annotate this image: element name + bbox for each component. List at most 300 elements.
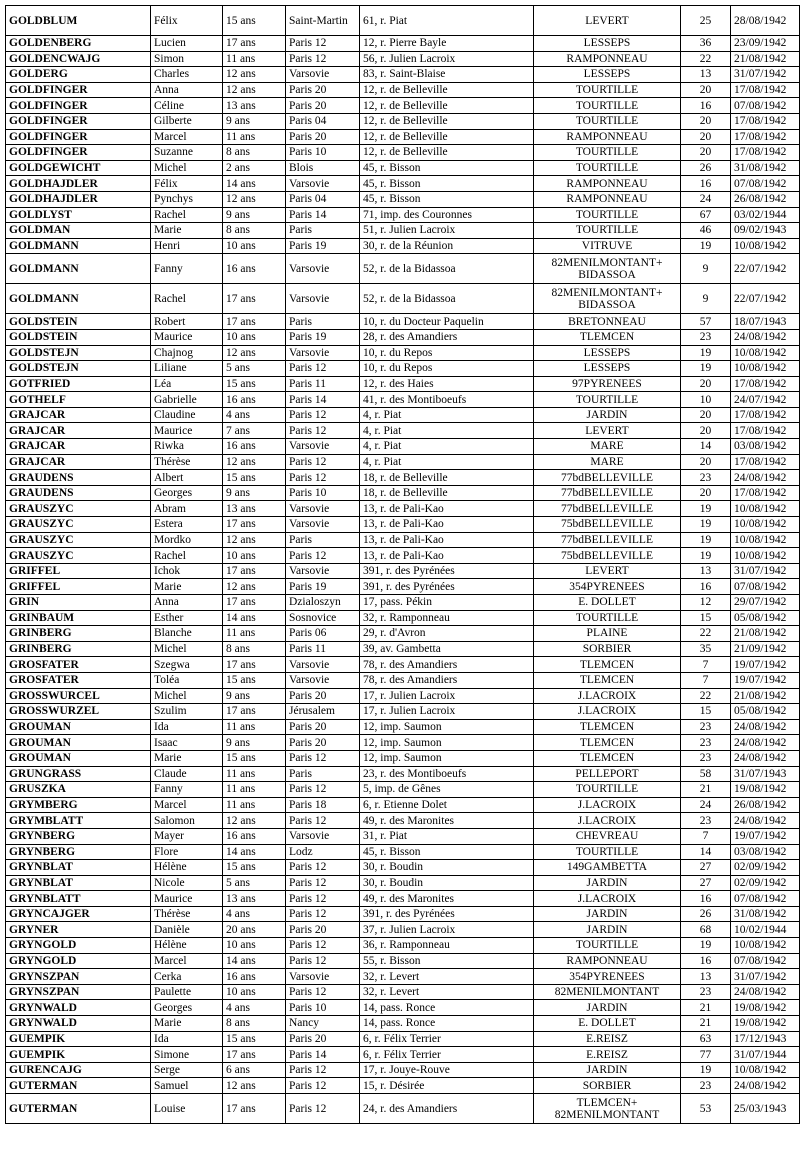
birthplace-cell: Paris 19 bbox=[286, 579, 360, 595]
convoy-number-cell: 21 bbox=[681, 1016, 731, 1032]
deportation-date-cell: 29/07/1942 bbox=[731, 595, 800, 611]
address-cell: 83, r. Saint-Blaise bbox=[360, 67, 534, 83]
deportation-date-cell: 17/08/1942 bbox=[731, 82, 800, 98]
address-cell: 32, r. Levert bbox=[360, 984, 534, 1000]
surname-cell: GOLDLYST bbox=[6, 207, 151, 223]
address-cell: 30, r. Boudin bbox=[360, 875, 534, 891]
birthplace-cell: Saint-Martin bbox=[286, 6, 360, 36]
deportation-date-cell: 24/07/1942 bbox=[731, 392, 800, 408]
convoy-number-cell: 20 bbox=[681, 376, 731, 392]
address-cell: 52, r. de la Bidassoa bbox=[360, 254, 534, 284]
first-name-cell: Suzanne bbox=[151, 145, 223, 161]
address-cell: 4, r. Piat bbox=[360, 423, 534, 439]
school-cell: 77bdBELLEVILLE bbox=[534, 485, 681, 501]
surname-cell: GOLDHAJDLER bbox=[6, 176, 151, 192]
address-cell: 49, r. des Maronites bbox=[360, 891, 534, 907]
deportation-date-cell: 24/08/1942 bbox=[731, 813, 800, 829]
birthplace-cell: Paris 04 bbox=[286, 113, 360, 129]
school-cell: LESSEPS bbox=[534, 36, 681, 52]
age-cell: 9 ans bbox=[223, 485, 286, 501]
first-name-cell: Gabrielle bbox=[151, 392, 223, 408]
first-name-cell: Claudine bbox=[151, 407, 223, 423]
convoy-number-cell: 19 bbox=[681, 1062, 731, 1078]
convoy-number-cell: 26 bbox=[681, 160, 731, 176]
school-cell: J.LACROIX bbox=[534, 813, 681, 829]
surname-cell: GRYNWALD bbox=[6, 1016, 151, 1032]
address-cell: 12, r. de Belleville bbox=[360, 113, 534, 129]
address-cell: 41, r. des Montiboeufs bbox=[360, 392, 534, 408]
table-row bbox=[6, 828, 800, 844]
surname-cell: GUEMPIK bbox=[6, 1031, 151, 1047]
convoy-number-cell: 14 bbox=[681, 439, 731, 455]
birthplace-cell: Nancy bbox=[286, 1016, 360, 1032]
convoy-number-cell: 26 bbox=[681, 906, 731, 922]
deportation-date-cell: 10/08/1942 bbox=[731, 501, 800, 517]
school-cell: LEVERT bbox=[534, 563, 681, 579]
birthplace-cell: Paris 12 bbox=[286, 813, 360, 829]
school-cell: TOURTILLE bbox=[534, 223, 681, 239]
surname-cell: GRUSZKA bbox=[6, 782, 151, 798]
deportation-date-cell: 10/02/1944 bbox=[731, 922, 800, 938]
first-name-cell: Maurice bbox=[151, 329, 223, 345]
age-cell: 8 ans bbox=[223, 641, 286, 657]
age-cell: 11 ans bbox=[223, 719, 286, 735]
surname-cell: GOLDFINGER bbox=[6, 82, 151, 98]
birthplace-cell: Paris 06 bbox=[286, 626, 360, 642]
deportation-date-cell: 24/08/1942 bbox=[731, 984, 800, 1000]
birthplace-cell: Paris 12 bbox=[286, 891, 360, 907]
deportation-date-cell: 31/07/1943 bbox=[731, 766, 800, 782]
deportation-date-cell: 02/09/1942 bbox=[731, 860, 800, 876]
first-name-cell: Marcel bbox=[151, 129, 223, 145]
birthplace-cell: Paris 12 bbox=[286, 548, 360, 564]
address-cell: 4, r. Piat bbox=[360, 407, 534, 423]
convoy-number-cell: 20 bbox=[681, 145, 731, 161]
age-cell: 16 ans bbox=[223, 254, 286, 284]
convoy-number-cell: 57 bbox=[681, 314, 731, 330]
surname-cell: GOLDMANN bbox=[6, 284, 151, 314]
table-row bbox=[6, 626, 800, 642]
deportation-date-cell: 05/08/1942 bbox=[731, 610, 800, 626]
school-cell: J.LACROIX bbox=[534, 891, 681, 907]
school-cell: RAMPONNEAU bbox=[534, 953, 681, 969]
deportation-date-cell: 21/08/1942 bbox=[731, 626, 800, 642]
birthplace-cell: Paris 12 bbox=[286, 953, 360, 969]
deportation-date-cell: 10/08/1942 bbox=[731, 532, 800, 548]
address-cell: 78, r. des Amandiers bbox=[360, 657, 534, 673]
birthplace-cell: Paris 14 bbox=[286, 207, 360, 223]
convoy-number-cell: 15 bbox=[681, 704, 731, 720]
age-cell: 12 ans bbox=[223, 1078, 286, 1094]
first-name-cell: Toléa bbox=[151, 672, 223, 688]
school-cell: CHEVREAU bbox=[534, 828, 681, 844]
age-cell: 9 ans bbox=[223, 735, 286, 751]
table-row bbox=[6, 501, 800, 517]
table-row bbox=[6, 610, 800, 626]
first-name-cell: Riwka bbox=[151, 439, 223, 455]
surname-cell: GRAJCAR bbox=[6, 454, 151, 470]
table-row bbox=[6, 160, 800, 176]
birthplace-cell: Paris 12 bbox=[286, 906, 360, 922]
birthplace-cell: Paris bbox=[286, 532, 360, 548]
surname-cell: GRYNER bbox=[6, 922, 151, 938]
surname-cell: GOLDSTEJN bbox=[6, 345, 151, 361]
surname-cell: GUEMPIK bbox=[6, 1047, 151, 1063]
age-cell: 8 ans bbox=[223, 223, 286, 239]
age-cell: 4 ans bbox=[223, 906, 286, 922]
table-row bbox=[6, 207, 800, 223]
school-cell: TOURTILLE bbox=[534, 392, 681, 408]
surname-cell: GRYNBLATT bbox=[6, 891, 151, 907]
birthplace-cell: Paris 18 bbox=[286, 797, 360, 813]
convoy-number-cell: 19 bbox=[681, 532, 731, 548]
surname-cell: GOLDERG bbox=[6, 67, 151, 83]
address-cell: 51, r. Julien Lacroix bbox=[360, 223, 534, 239]
surname-cell: GOLDENBERG bbox=[6, 36, 151, 52]
school-cell: LESSEPS bbox=[534, 67, 681, 83]
school-cell: TOURTILLE bbox=[534, 610, 681, 626]
table-row bbox=[6, 844, 800, 860]
school-cell: TOURTILLE bbox=[534, 207, 681, 223]
address-cell: 71, imp. des Couronnes bbox=[360, 207, 534, 223]
deportation-date-cell: 19/07/1942 bbox=[731, 672, 800, 688]
age-cell: 20 ans bbox=[223, 922, 286, 938]
address-cell: 10, r. du Repos bbox=[360, 361, 534, 377]
convoy-number-cell: 16 bbox=[681, 98, 731, 114]
first-name-cell: Abram bbox=[151, 501, 223, 517]
birthplace-cell: Paris bbox=[286, 766, 360, 782]
deportation-date-cell: 10/08/1942 bbox=[731, 548, 800, 564]
address-cell: 391, r. des Pyrénées bbox=[360, 563, 534, 579]
first-name-cell: Georges bbox=[151, 1000, 223, 1016]
first-name-cell: Rachel bbox=[151, 207, 223, 223]
surname-cell: GOLDENCWAJG bbox=[6, 51, 151, 67]
surname-cell: GRAUSZYC bbox=[6, 517, 151, 533]
school-cell: VITRUVE bbox=[534, 238, 681, 254]
birthplace-cell: Paris 14 bbox=[286, 1047, 360, 1063]
address-cell: 391, r. des Pyrénées bbox=[360, 906, 534, 922]
convoy-number-cell: 20 bbox=[681, 407, 731, 423]
surname-cell: GRYMBLATT bbox=[6, 813, 151, 829]
deportation-date-cell: 24/08/1942 bbox=[731, 735, 800, 751]
convoy-number-cell: 27 bbox=[681, 875, 731, 891]
first-name-cell: Mordko bbox=[151, 532, 223, 548]
age-cell: 15 ans bbox=[223, 1031, 286, 1047]
address-cell: 39, av. Gambetta bbox=[360, 641, 534, 657]
first-name-cell: Paulette bbox=[151, 984, 223, 1000]
age-cell: 8 ans bbox=[223, 145, 286, 161]
address-cell: 17, r. Julien Lacroix bbox=[360, 704, 534, 720]
birthplace-cell: Paris 04 bbox=[286, 191, 360, 207]
age-cell: 17 ans bbox=[223, 563, 286, 579]
table-row bbox=[6, 407, 800, 423]
convoy-number-cell: 9 bbox=[681, 254, 731, 284]
deportation-date-cell: 24/08/1942 bbox=[731, 1078, 800, 1094]
first-name-cell: Félix bbox=[151, 176, 223, 192]
birthplace-cell: Paris 12 bbox=[286, 938, 360, 954]
table-row bbox=[6, 953, 800, 969]
birthplace-cell: Paris 12 bbox=[286, 984, 360, 1000]
table-row bbox=[6, 1000, 800, 1016]
deportation-date-cell: 26/08/1942 bbox=[731, 797, 800, 813]
table-row bbox=[6, 51, 800, 67]
surname-cell: GURENCAJG bbox=[6, 1062, 151, 1078]
school-cell: BRETONNEAU bbox=[534, 314, 681, 330]
first-name-cell: Michel bbox=[151, 160, 223, 176]
convoy-number-cell: 68 bbox=[681, 922, 731, 938]
school-cell: 354PYRENEES bbox=[534, 579, 681, 595]
table-row bbox=[6, 595, 800, 611]
age-cell: 10 ans bbox=[223, 984, 286, 1000]
age-cell: 12 ans bbox=[223, 345, 286, 361]
address-cell: 30, r. Boudin bbox=[360, 860, 534, 876]
address-cell: 12, imp. Saumon bbox=[360, 750, 534, 766]
deportation-date-cell: 19/07/1942 bbox=[731, 828, 800, 844]
school-cell: TLEMCEN bbox=[534, 735, 681, 751]
convoy-number-cell: 24 bbox=[681, 191, 731, 207]
address-cell: 15, r. Désirée bbox=[360, 1078, 534, 1094]
age-cell: 14 ans bbox=[223, 176, 286, 192]
surname-cell: GRYNBERG bbox=[6, 844, 151, 860]
first-name-cell: Marie bbox=[151, 579, 223, 595]
age-cell: 15 ans bbox=[223, 672, 286, 688]
first-name-cell: Szegwa bbox=[151, 657, 223, 673]
birthplace-cell: Paris 12 bbox=[286, 454, 360, 470]
birthplace-cell: Paris 11 bbox=[286, 376, 360, 392]
deportation-date-cell: 17/08/1942 bbox=[731, 423, 800, 439]
table-row bbox=[6, 657, 800, 673]
surname-cell: GOLDGEWICHT bbox=[6, 160, 151, 176]
surname-cell: GRAJCAR bbox=[6, 423, 151, 439]
surname-cell: GRYNWALD bbox=[6, 1000, 151, 1016]
surname-cell: GRYNSZPAN bbox=[6, 969, 151, 985]
convoy-number-cell: 77 bbox=[681, 1047, 731, 1063]
birthplace-cell: Paris 12 bbox=[286, 782, 360, 798]
surname-cell: GOLDSTEJN bbox=[6, 361, 151, 377]
first-name-cell: Mayer bbox=[151, 828, 223, 844]
convoy-number-cell: 53 bbox=[681, 1094, 731, 1124]
birthplace-cell: Paris 20 bbox=[286, 719, 360, 735]
table-row bbox=[6, 67, 800, 83]
table-row bbox=[6, 423, 800, 439]
school-cell: JARDIN bbox=[534, 875, 681, 891]
surname-cell: GOTFRIED bbox=[6, 376, 151, 392]
age-cell: 4 ans bbox=[223, 407, 286, 423]
table-row bbox=[6, 6, 800, 36]
table-row bbox=[6, 782, 800, 798]
convoy-number-cell: 24 bbox=[681, 797, 731, 813]
convoy-number-cell: 23 bbox=[681, 984, 731, 1000]
table-row bbox=[6, 719, 800, 735]
deportation-date-cell: 03/08/1942 bbox=[731, 439, 800, 455]
first-name-cell: Marcel bbox=[151, 953, 223, 969]
table-row bbox=[6, 563, 800, 579]
table-row bbox=[6, 891, 800, 907]
age-cell: 12 ans bbox=[223, 813, 286, 829]
birthplace-cell: Paris 20 bbox=[286, 1031, 360, 1047]
convoy-number-cell: 16 bbox=[681, 953, 731, 969]
deportation-date-cell: 31/08/1942 bbox=[731, 160, 800, 176]
table-row bbox=[6, 191, 800, 207]
school-cell: LESSEPS bbox=[534, 361, 681, 377]
birthplace-cell: Paris 10 bbox=[286, 1000, 360, 1016]
address-cell: 10, r. du Docteur Paquelin bbox=[360, 314, 534, 330]
address-cell: 12, r. de Belleville bbox=[360, 82, 534, 98]
deportation-date-cell: 09/02/1943 bbox=[731, 223, 800, 239]
birthplace-cell: Sosnovice bbox=[286, 610, 360, 626]
school-cell: 77bdBELLEVILLE bbox=[534, 501, 681, 517]
surname-cell: GROSSWURZEL bbox=[6, 704, 151, 720]
table-row bbox=[6, 345, 800, 361]
address-cell: 32, r. Ramponneau bbox=[360, 610, 534, 626]
deportation-date-cell: 17/08/1942 bbox=[731, 145, 800, 161]
deportation-date-cell: 02/09/1942 bbox=[731, 875, 800, 891]
deportation-date-cell: 21/08/1942 bbox=[731, 688, 800, 704]
convoy-number-cell: 7 bbox=[681, 657, 731, 673]
first-name-cell: Ida bbox=[151, 1031, 223, 1047]
surname-cell: GROUMAN bbox=[6, 719, 151, 735]
convoy-number-cell: 19 bbox=[681, 361, 731, 377]
age-cell: 17 ans bbox=[223, 1094, 286, 1124]
age-cell: 17 ans bbox=[223, 314, 286, 330]
surname-cell: GROSFATER bbox=[6, 672, 151, 688]
table-row bbox=[6, 376, 800, 392]
first-name-cell: Simon bbox=[151, 51, 223, 67]
birthplace-cell: Paris 20 bbox=[286, 735, 360, 751]
birthplace-cell: Paris 19 bbox=[286, 238, 360, 254]
address-cell: 17, r. Jouye-Rouve bbox=[360, 1062, 534, 1078]
school-cell: J.LACROIX bbox=[534, 688, 681, 704]
birthplace-cell: Paris 12 bbox=[286, 423, 360, 439]
deportation-date-cell: 07/08/1942 bbox=[731, 953, 800, 969]
first-name-cell: Ichok bbox=[151, 563, 223, 579]
birthplace-cell: Varsovie bbox=[286, 176, 360, 192]
school-cell: 82MENILMONTANT+ BIDASSOA bbox=[534, 254, 681, 284]
address-cell: 36, r. Ramponneau bbox=[360, 938, 534, 954]
convoy-number-cell: 23 bbox=[681, 329, 731, 345]
first-name-cell: Hélène bbox=[151, 860, 223, 876]
school-cell: JARDIN bbox=[534, 407, 681, 423]
first-name-cell: Rachel bbox=[151, 548, 223, 564]
table-row bbox=[6, 532, 800, 548]
table-row bbox=[6, 548, 800, 564]
deportation-date-cell: 03/08/1942 bbox=[731, 844, 800, 860]
address-cell: 18, r. de Belleville bbox=[360, 485, 534, 501]
table-row bbox=[6, 1031, 800, 1047]
deportation-date-cell: 19/08/1942 bbox=[731, 1000, 800, 1016]
first-name-cell: Robert bbox=[151, 314, 223, 330]
address-cell: 78, r. des Amandiers bbox=[360, 672, 534, 688]
convoy-number-cell: 16 bbox=[681, 579, 731, 595]
convoy-number-cell: 46 bbox=[681, 223, 731, 239]
age-cell: 17 ans bbox=[223, 1047, 286, 1063]
address-cell: 30, r. de la Réunion bbox=[360, 238, 534, 254]
surname-cell: GROUMAN bbox=[6, 750, 151, 766]
first-name-cell: Céline bbox=[151, 98, 223, 114]
surname-cell: GRAUDENS bbox=[6, 485, 151, 501]
birthplace-cell: Jérusalem bbox=[286, 704, 360, 720]
first-name-cell: Marie bbox=[151, 1016, 223, 1032]
age-cell: 7 ans bbox=[223, 423, 286, 439]
age-cell: 13 ans bbox=[223, 98, 286, 114]
birthplace-cell: Paris bbox=[286, 223, 360, 239]
school-cell: SORBIER bbox=[534, 641, 681, 657]
age-cell: 16 ans bbox=[223, 969, 286, 985]
first-name-cell: Danièle bbox=[151, 922, 223, 938]
birthplace-cell: Varsovie bbox=[286, 345, 360, 361]
surname-cell: GRAUSZYC bbox=[6, 501, 151, 517]
address-cell: 31, r. Piat bbox=[360, 828, 534, 844]
school-cell: 75bdBELLEVILLE bbox=[534, 517, 681, 533]
surname-cell: GRAJCAR bbox=[6, 407, 151, 423]
table-row bbox=[6, 938, 800, 954]
address-cell: 55, r. Bisson bbox=[360, 953, 534, 969]
surname-cell: GRIN bbox=[6, 595, 151, 611]
deportation-register-table bbox=[5, 5, 800, 1124]
birthplace-cell: Varsovie bbox=[286, 254, 360, 284]
table-row bbox=[6, 238, 800, 254]
surname-cell: GROUMAN bbox=[6, 735, 151, 751]
first-name-cell: Marie bbox=[151, 750, 223, 766]
age-cell: 10 ans bbox=[223, 938, 286, 954]
table-row bbox=[6, 129, 800, 145]
school-cell: JARDIN bbox=[534, 1062, 681, 1078]
age-cell: 12 ans bbox=[223, 532, 286, 548]
deportation-date-cell: 17/08/1942 bbox=[731, 376, 800, 392]
surname-cell: GRYNSZPAN bbox=[6, 984, 151, 1000]
age-cell: 12 ans bbox=[223, 579, 286, 595]
surname-cell: GUTERMAN bbox=[6, 1094, 151, 1124]
convoy-number-cell: 19 bbox=[681, 548, 731, 564]
birthplace-cell: Paris 12 bbox=[286, 1062, 360, 1078]
school-cell: TOURTILLE bbox=[534, 98, 681, 114]
first-name-cell: Georges bbox=[151, 485, 223, 501]
deportation-date-cell: 21/08/1942 bbox=[731, 51, 800, 67]
first-name-cell: Hélène bbox=[151, 938, 223, 954]
surname-cell: GRINBAUM bbox=[6, 610, 151, 626]
surname-cell: GRIFFEL bbox=[6, 579, 151, 595]
address-cell: 391, r. des Pyrénées bbox=[360, 579, 534, 595]
first-name-cell: Samuel bbox=[151, 1078, 223, 1094]
deportation-date-cell: 17/08/1942 bbox=[731, 454, 800, 470]
birthplace-cell: Paris 10 bbox=[286, 485, 360, 501]
age-cell: 11 ans bbox=[223, 766, 286, 782]
surname-cell: GRAJCAR bbox=[6, 439, 151, 455]
address-cell: 56, r. Julien Lacroix bbox=[360, 51, 534, 67]
deportation-date-cell: 17/12/1943 bbox=[731, 1031, 800, 1047]
address-cell: 12, r. de Belleville bbox=[360, 129, 534, 145]
first-name-cell: Maurice bbox=[151, 891, 223, 907]
convoy-number-cell: 19 bbox=[681, 938, 731, 954]
convoy-number-cell: 9 bbox=[681, 284, 731, 314]
school-cell: 82MENILMONTANT+ BIDASSOA bbox=[534, 284, 681, 314]
birthplace-cell: Varsovie bbox=[286, 657, 360, 673]
address-cell: 24, r. des Amandiers bbox=[360, 1094, 534, 1124]
surname-cell: GRYNGOLD bbox=[6, 953, 151, 969]
convoy-number-cell: 22 bbox=[681, 51, 731, 67]
school-cell: RAMPONNEAU bbox=[534, 129, 681, 145]
convoy-number-cell: 21 bbox=[681, 782, 731, 798]
surname-cell: GOLDFINGER bbox=[6, 98, 151, 114]
age-cell: 16 ans bbox=[223, 828, 286, 844]
surname-cell: GRAUDENS bbox=[6, 470, 151, 486]
address-cell: 4, r. Piat bbox=[360, 439, 534, 455]
deportation-date-cell: 10/08/1942 bbox=[731, 345, 800, 361]
deportation-date-cell: 24/08/1942 bbox=[731, 470, 800, 486]
convoy-number-cell: 19 bbox=[681, 517, 731, 533]
table-row bbox=[6, 688, 800, 704]
school-cell: PELLEPORT bbox=[534, 766, 681, 782]
